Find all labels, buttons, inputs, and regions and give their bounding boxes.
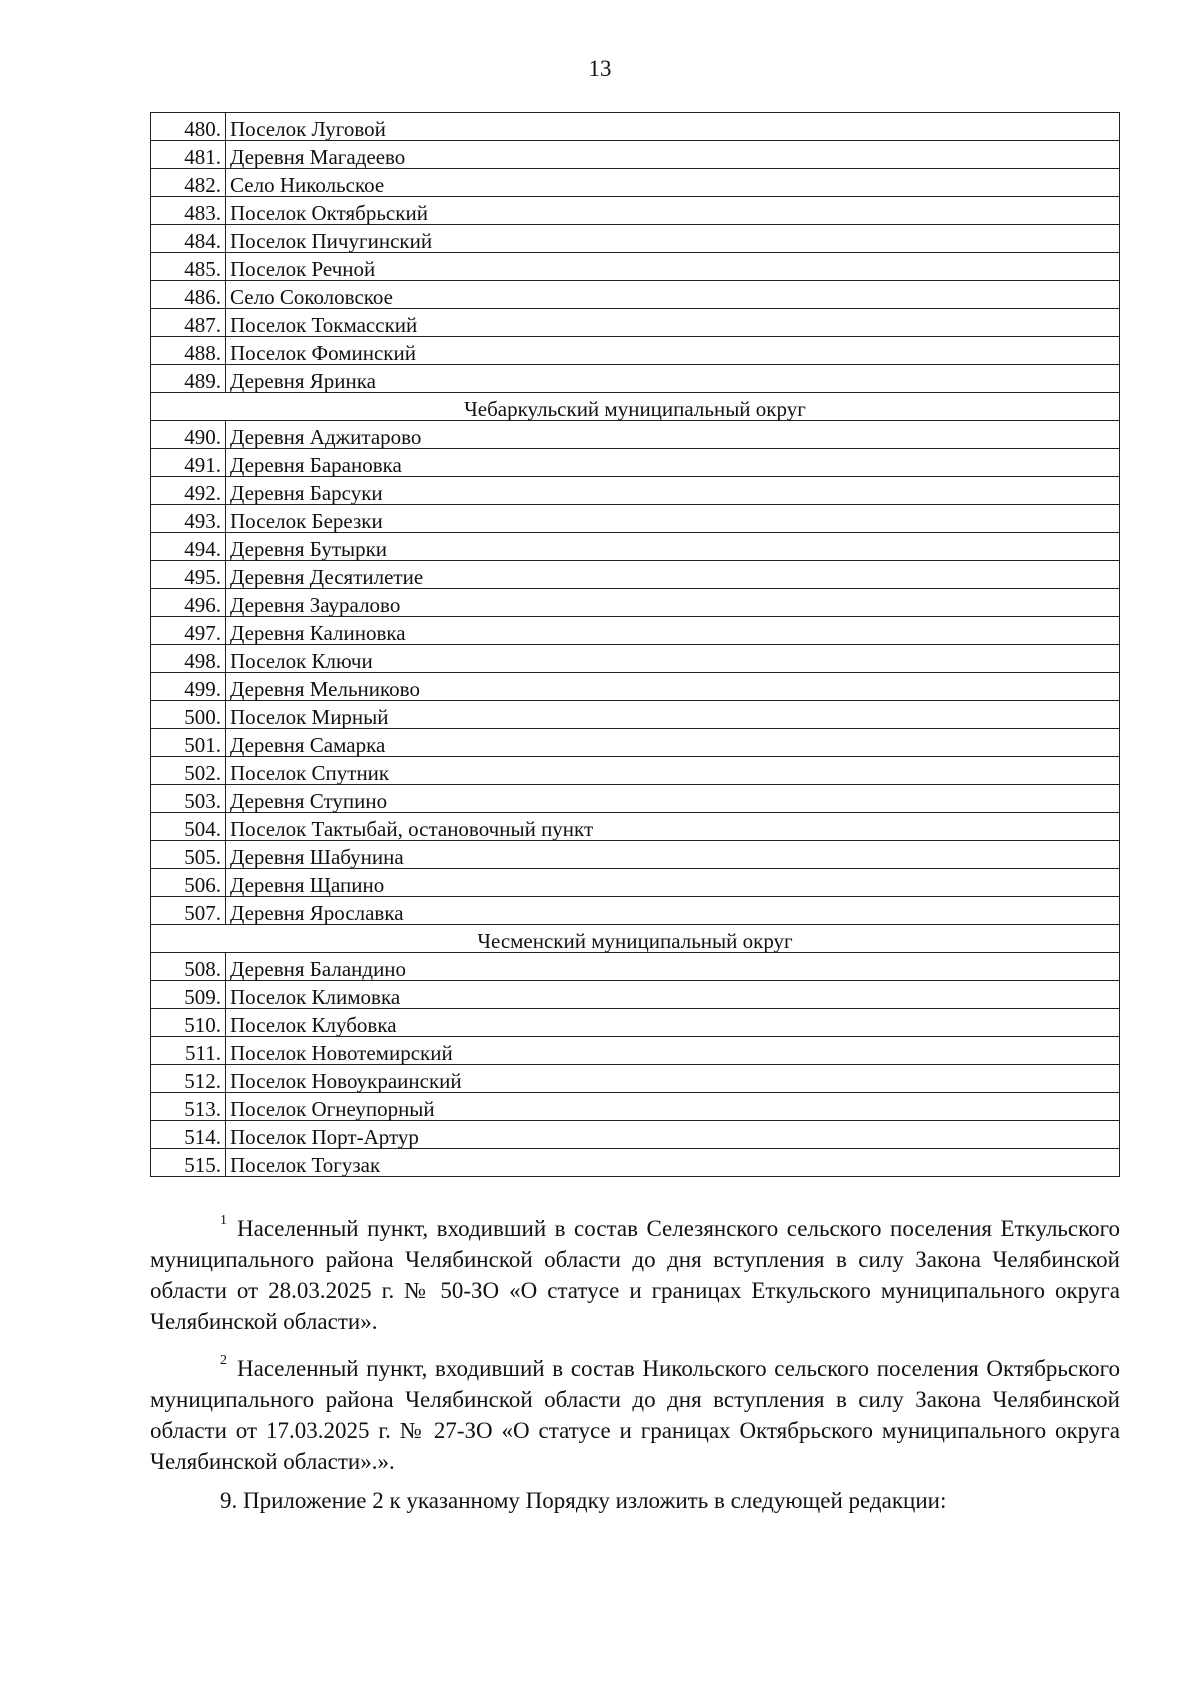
footnote-2-text: Населенный пункт, входивший в состав Никольского сельского поселения Октябрьского муниципального района Челябинской области до дня вступления в силу Закона Челябинской области от 17.03.2025 г. № 27-ЗО «О статусе и границах Октябрьского муниципального округа Челябинской области».». (150, 1356, 1120, 1474)
page-number: 13 (588, 56, 612, 81)
table-row (151, 169, 1120, 197)
paragraph-9: 9. Приложение 2 к указанному Порядку изложить в следующей редакции: (220, 1488, 947, 1513)
row-number: 504. (151, 813, 226, 841)
row-number: 490. (151, 421, 226, 449)
settlement-name: Деревня Магадеево (226, 141, 1120, 169)
row-number: 492. (151, 477, 226, 505)
row-number: 484. (151, 225, 226, 253)
settlement-name: Поселок Спутник (226, 757, 1120, 785)
row-number: 496. (151, 589, 226, 617)
settlement-name: Поселок Клубовка (226, 1009, 1120, 1037)
table-row (151, 337, 1120, 365)
settlement-name: Деревня Зауралово (226, 589, 1120, 617)
row-number: 481. (151, 141, 226, 169)
row-number: 488. (151, 337, 226, 365)
settlement-name: Поселок Ключи (226, 645, 1120, 673)
settlement-name: Поселок Фоминский (226, 337, 1120, 365)
row-number: 502. (151, 757, 226, 785)
section-header-row (151, 925, 1120, 953)
table-row (151, 477, 1120, 505)
table-row (151, 785, 1120, 813)
table-row (151, 141, 1120, 169)
settlement-name: Поселок Речной (226, 253, 1120, 281)
row-number: 493. (151, 505, 226, 533)
settlement-name: Деревня Шабунина (226, 841, 1120, 869)
settlement-name: Деревня Бутырки (226, 533, 1120, 561)
table-row (151, 1149, 1120, 1177)
footnote-1 (150, 1205, 1120, 1337)
row-number: 494. (151, 533, 226, 561)
row-number: 482. (151, 169, 226, 197)
table-row (151, 981, 1120, 1009)
table-row (151, 953, 1120, 981)
row-number: 508. (151, 953, 226, 981)
footnote-2 (150, 1345, 1120, 1477)
table-row (151, 869, 1120, 897)
table-row (151, 813, 1120, 841)
row-number: 495. (151, 561, 226, 589)
settlement-name: Поселок Пичугинский (226, 225, 1120, 253)
settlement-name: Поселок Тогузак (226, 1149, 1120, 1177)
table-row (151, 421, 1120, 449)
footnote-1-text: Населенный пункт, входивший в состав Селезянского сельского поселения Еткульского муниципального района Челябинской области до дня вступления в силу Закона Челябинской области от 28.03.2025 г. № 50-ЗО «О статусе и границах Еткульского муниципального округа Челябинской области». (150, 1216, 1120, 1334)
table-row (151, 589, 1120, 617)
table-row (151, 1037, 1120, 1065)
settlement-name: Деревня Десятилетие (226, 561, 1120, 589)
table-row (151, 225, 1120, 253)
settlement-name: Поселок Мирный (226, 701, 1120, 729)
settlement-name: Деревня Барановка (226, 449, 1120, 477)
row-number: 505. (151, 841, 226, 869)
row-number: 498. (151, 645, 226, 673)
settlement-name: Деревня Ступино (226, 785, 1120, 813)
settlement-name: Поселок Луговой (226, 113, 1120, 141)
table-row (151, 1009, 1120, 1037)
row-number: 486. (151, 281, 226, 309)
table-row (151, 505, 1120, 533)
footnote-2-mark: 2 (220, 1353, 227, 1368)
settlement-name: Деревня Баландино (226, 953, 1120, 981)
row-number: 487. (151, 309, 226, 337)
row-number: 491. (151, 449, 226, 477)
section-header: Чебаркульский муниципальный округ (151, 393, 1120, 421)
row-number: 507. (151, 897, 226, 925)
row-number: 497. (151, 617, 226, 645)
row-number: 500. (151, 701, 226, 729)
row-number: 506. (151, 869, 226, 897)
row-number: 509. (151, 981, 226, 1009)
row-number: 514. (151, 1121, 226, 1149)
footnotes-block (150, 1211, 1120, 1516)
table-row (151, 197, 1120, 225)
section-header-row (151, 393, 1120, 421)
settlement-name: Деревня Калиновка (226, 617, 1120, 645)
table-row (151, 309, 1120, 337)
settlement-name: Поселок Октябрьский (226, 197, 1120, 225)
table-row (151, 113, 1120, 141)
table-row (151, 729, 1120, 757)
table-row (151, 1121, 1120, 1149)
settlement-name: Поселок Новоукраинский (226, 1065, 1120, 1093)
table-row (151, 645, 1120, 673)
row-number: 480. (151, 113, 226, 141)
table-row (151, 617, 1120, 645)
table-row (151, 841, 1120, 869)
row-number: 485. (151, 253, 226, 281)
settlement-name: Деревня Барсуки (226, 477, 1120, 505)
section-header: Чесменский муниципальный округ (151, 925, 1120, 953)
table-row (151, 365, 1120, 393)
settlement-name: Деревня Самарка (226, 729, 1120, 757)
row-number: 501. (151, 729, 226, 757)
table-body (151, 113, 1120, 1177)
table-row (151, 897, 1120, 925)
settlement-name: Поселок Новотемирский (226, 1037, 1120, 1065)
settlement-name: Поселок Порт-Артур (226, 1121, 1120, 1149)
settlement-name: Деревня Мельниково (226, 673, 1120, 701)
settlement-name: Поселок Тактыбай, остановочный пункт (226, 813, 1120, 841)
row-number: 489. (151, 365, 226, 393)
row-number: 512. (151, 1065, 226, 1093)
table-row (151, 701, 1120, 729)
row-number: 513. (151, 1093, 226, 1121)
settlement-name: Поселок Климовка (226, 981, 1120, 1009)
table-row (151, 673, 1120, 701)
settlement-name: Село Никольское (226, 169, 1120, 197)
table-row (151, 281, 1120, 309)
settlement-name: Деревня Щапино (226, 869, 1120, 897)
row-number: 483. (151, 197, 226, 225)
settlement-name: Поселок Огнеупорный (226, 1093, 1120, 1121)
settlement-name: Поселок Токмасский (226, 309, 1120, 337)
table-row (151, 253, 1120, 281)
row-number: 515. (151, 1149, 226, 1177)
row-number: 510. (151, 1009, 226, 1037)
settlement-name: Село Соколовское (226, 281, 1120, 309)
settlement-name: Поселок Березки (226, 505, 1120, 533)
settlement-name: Деревня Ярославка (226, 897, 1120, 925)
table-row (151, 533, 1120, 561)
row-number: 503. (151, 785, 226, 813)
row-number: 499. (151, 673, 226, 701)
table-row (151, 757, 1120, 785)
footnote-1-mark: 1 (220, 1213, 227, 1228)
table-row (151, 561, 1120, 589)
settlements-table (150, 112, 1120, 1177)
table-row (151, 1065, 1120, 1093)
table-row (151, 449, 1120, 477)
settlement-name: Деревня Аджитарово (226, 421, 1120, 449)
table-row (151, 1093, 1120, 1121)
settlement-name: Деревня Яринка (226, 365, 1120, 393)
row-number: 511. (151, 1037, 226, 1065)
